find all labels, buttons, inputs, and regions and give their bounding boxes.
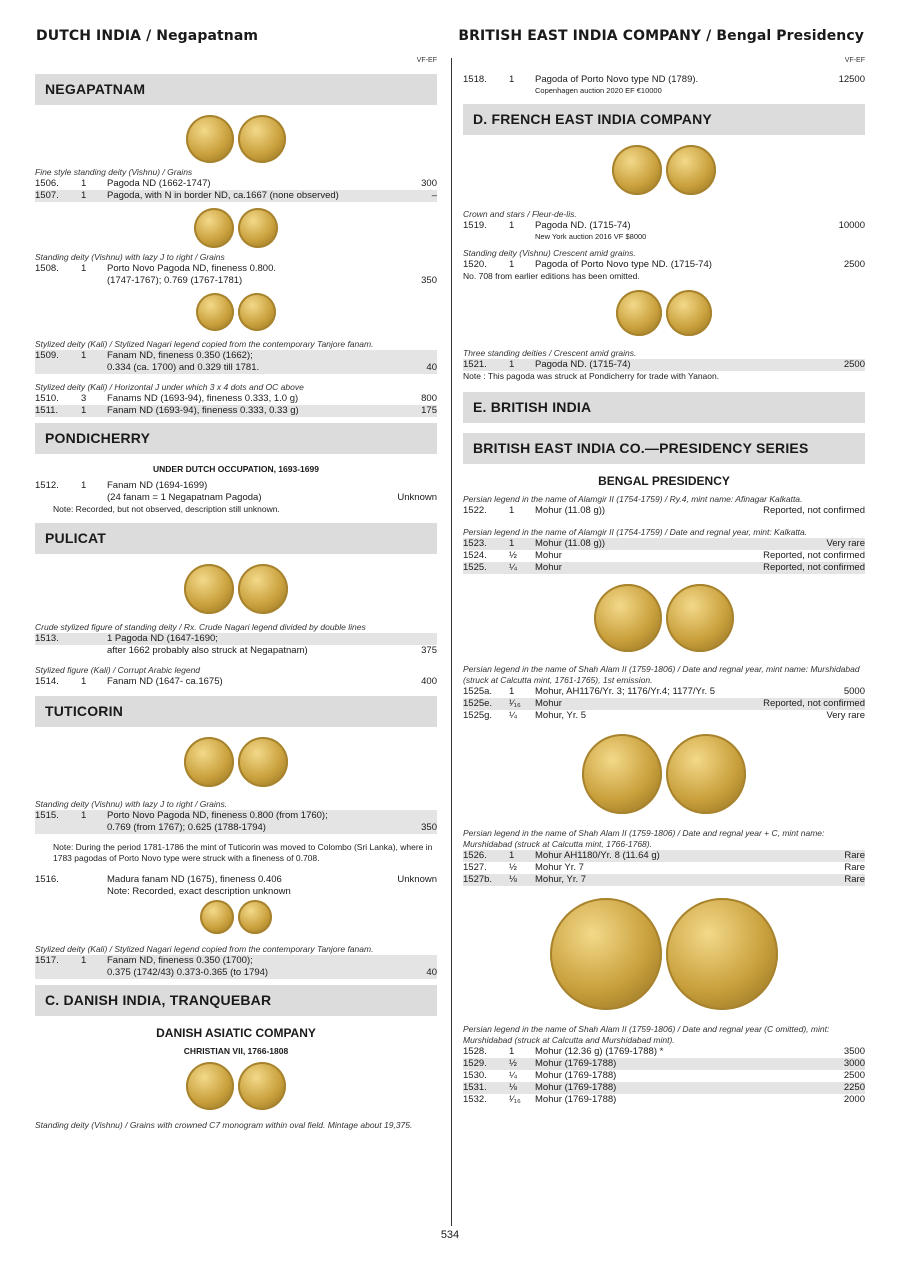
description: Stylized deity (Kali) / Horizontal J under which 3 x 4 dots and OC above <box>35 382 304 392</box>
catalog-entry: 1525a. 1 Mohur, AH1176/Yr. 3; 1176/Yr.4; 1177/Yr. 5 5000 <box>463 686 865 697</box>
catalog-entry: 1527. ½ Mohur Yr. 7 Rare <box>463 862 865 873</box>
catalog-entry: 1509. 1 Fanam ND, fineness 0.350 (1662); <box>35 350 437 362</box>
right-column <box>463 56 865 1106</box>
description: Standing deity (Vishnu) Crescent amid grains. <box>463 248 636 258</box>
description: Persian legend in the name of Alamgir II (1754-1759) / Ry.4, mint name: Afinagar Kalkatta. <box>463 494 803 504</box>
description: Persian legend in the name of Alamgir II (1754-1759) / Date and regnal year, mint: Kalkatta. <box>463 527 808 537</box>
coin-images <box>463 734 865 814</box>
catalog-entry: 1529. ½ Mohur (1769-1788) 3000 <box>463 1058 865 1069</box>
section-danish-india: C. DANISH INDIA, TRANQUEBAR <box>35 985 437 1016</box>
subsection-heading: CHRISTIAN VII, 1766-1808 <box>183 1046 289 1056</box>
description: Three standing deities / Crescent amid grains. <box>463 348 637 358</box>
coin-obverse-image <box>200 900 234 934</box>
coin-reverse-image <box>666 145 716 195</box>
catalog-entry: 1525. ¼ Mohur Reported, not confirmed <box>463 562 865 573</box>
note: No. 708 from earlier editions has been omitted. <box>463 271 640 281</box>
coin-reverse-image <box>666 290 712 336</box>
coin-obverse-image <box>582 734 662 814</box>
running-header-right: BRITISH EAST INDIA COMPANY / Bengal Presidency <box>458 28 864 44</box>
coin-images <box>35 900 437 934</box>
auction-note: New York auction 2016 VF $8000 <box>535 232 647 241</box>
catalog-entry: 1525g. ¼ Mohur, Yr. 5 Very rare <box>463 710 865 721</box>
description: Crude stylized figure of standing deity / Rx. Crude Nagari legend divided by double lines <box>35 622 366 632</box>
description: Fine style standing deity (Vishnu) / Grains <box>35 167 193 177</box>
coin-reverse-image <box>666 734 746 814</box>
catalog-entry: 1524. ½ Mohur Reported, not confirmed <box>463 550 865 561</box>
coin-images <box>35 737 437 787</box>
catalog-entry: 1515. 1 Porto Novo Pagoda ND, fineness 0.800 (from 1760); <box>35 810 437 822</box>
catalog-entry: 1531. ⅛ Mohur (1769-1788) 2250 <box>463 1082 865 1093</box>
description: Crown and stars / Fleur-de-lis. <box>463 209 577 219</box>
catalog-entry-cont: 0.769 (from 1767); 0.625 (1788-1794) 350 <box>35 822 437 834</box>
catalog-entry: 1522. 1 Mohur (11.08 g)) Reported, not confirmed <box>463 505 865 516</box>
note: Note: Recorded, but not observed, description still unknown. <box>53 504 280 514</box>
coin-obverse-image <box>184 737 234 787</box>
description: Stylized deity (Kali) / Stylized Nagari legend copied from the contemporary Tanjore fanam. <box>35 339 374 349</box>
section-tuticorin: TUTICORIN <box>35 696 437 727</box>
coin-images <box>463 584 865 652</box>
coin-obverse-image <box>612 145 662 195</box>
coin-images <box>35 208 437 248</box>
catalog-entry: 1511. 1 Fanam ND (1693-94), fineness 0.333, 0.33 g) 175 <box>35 405 437 416</box>
description: Persian legend in the name of Shah Alam II (1759-1806) / Date and regnal year (C omitted), mint: Murshidabad (struck at Calcutta and Murshidabad mint). <box>463 1024 830 1045</box>
running-header-left: DUTCH INDIA / Negapatnam <box>36 28 259 44</box>
coin-reverse-image <box>238 293 276 331</box>
coin-obverse-image <box>550 898 662 1010</box>
coin-obverse-image <box>616 290 662 336</box>
coin-reverse-image <box>238 208 278 248</box>
section-pulicat: PULICAT <box>35 523 437 554</box>
catalog-entry: 1514. 1 Fanam ND (1647- ca.1675) 400 <box>35 676 437 687</box>
catalog-entry: 1517. 1 Fanam ND, fineness 0.350 (1700); <box>35 955 437 967</box>
section-british-india: E. BRITISH INDIA <box>463 392 865 423</box>
catalog-entry: 1516. Madura fanam ND (1675), fineness 0.406 Unknown <box>35 874 437 885</box>
coin-obverse-image <box>186 115 234 163</box>
grade-label: VF-EF <box>844 57 865 64</box>
coin-images <box>35 115 437 163</box>
description: Stylized figure (Kali) / Corrupt Arabic legend <box>35 665 201 675</box>
auction-note: Copenhagen auction 2020 EF €10000 <box>535 86 662 95</box>
catalog-entry: 1526. 1 Mohur AH1180/Yr. 8 (11.64 g) Rare <box>463 850 865 861</box>
coin-images <box>35 564 437 614</box>
catalog-entry: 1525e. ¹⁄₁₆ Mohur Reported, not confirmed <box>463 698 865 709</box>
coin-images <box>463 898 865 1010</box>
coin-reverse-image <box>238 737 288 787</box>
catalog-entry: 1523. 1 Mohur (11.08 g)) Very rare <box>463 538 865 549</box>
catalog-entry: 1527b. ⅛ Mohur, Yr. 7 Rare <box>463 874 865 885</box>
coin-reverse-image <box>666 898 778 1010</box>
catalog-entry: 1506. 1 Pagoda ND (1662-1747) 300 <box>35 178 437 189</box>
coin-obverse-image <box>196 293 234 331</box>
coin-obverse-image <box>186 1062 234 1110</box>
catalog-entry: 1507. 1 Pagoda, with N in border ND, ca.1667 (none observed) – <box>35 190 437 201</box>
subsection-heading: UNDER DUTCH OCCUPATION, 1693-1699 <box>153 464 319 474</box>
coin-obverse-image <box>184 564 234 614</box>
description: Standing deity (Vishnu) with lazy J to right / Grains. <box>35 799 228 809</box>
column-divider <box>451 58 452 1226</box>
section-negapatnam: NEGAPATNAM <box>35 74 437 105</box>
catalog-entry: 1518. 1 Pagoda of Porto Novo type ND (1789). 12500 <box>463 74 865 85</box>
catalog-entry: 1519. 1 Pagoda ND. (1715-74) 10000 <box>463 220 865 231</box>
subsection-heading: DANISH ASIATIC COMPANY <box>156 1026 316 1040</box>
catalog-entry: 1520. 1 Pagoda of Porto Novo type ND. (1715-74) 2500 <box>463 259 865 270</box>
description: Standing deity (Vishnu) with lazy J to right / Grains <box>35 252 225 262</box>
coin-reverse-image <box>238 115 286 163</box>
subsection-heading: BENGAL PRESIDENCY <box>598 474 730 488</box>
catalog-entry: 1528. 1 Mohur (12.36 g) (1769-1788) * 3500 <box>463 1046 865 1057</box>
catalog-entry: 1532. ¹⁄₁₆ Mohur (1769-1788) 2000 <box>463 1094 865 1105</box>
left-column <box>35 56 437 1131</box>
coin-reverse-image <box>666 584 734 652</box>
catalog-entry: 1510. 3 Fanams ND (1693-94), fineness 0.333, 1.0 g) 800 <box>35 393 437 404</box>
catalog-entry-cont: (1747-1767); 0.769 (1767-1781) 350 <box>107 275 437 286</box>
section-french-east-india: D. FRENCH EAST INDIA COMPANY <box>463 104 865 135</box>
coin-images <box>35 293 437 331</box>
catalog-entry-cont: Note: Recorded, exact description unknown <box>107 886 291 897</box>
catalog-entry-cont: after 1662 probably also struck at Negapatnam) 375 <box>107 645 437 656</box>
section-presidency-series: BRITISH EAST INDIA CO.—PRESIDENCY SERIES <box>463 433 865 464</box>
catalog-entry-cont: 0.375 (1742/43) 0.373-0.365 (to 1794) 40 <box>35 967 437 979</box>
description: Persian legend in the name of Shah Alam II (1759-1806) / Date and regnal year, mint name: Murshidabad (struck at Calcutta mint, 1761-1765), 1st emission. <box>463 664 860 685</box>
coin-obverse-image <box>194 208 234 248</box>
catalog-entry: 1512. 1 Fanam ND (1694-1699) <box>35 480 208 491</box>
catalog-entry: 1521. 1 Pagoda ND. (1715-74) 2500 <box>463 359 865 370</box>
catalog-entry: 1508. 1 Porto Novo Pagoda ND, fineness 0.800. <box>35 263 276 274</box>
description: Persian legend in the name of Shah Alam II (1759-1806) / Date and regnal year + C, mint name: Murshidabad (struck at Calcutta mint, 1766-1768). <box>463 828 825 849</box>
coin-images <box>35 1062 437 1110</box>
coin-reverse-image <box>238 900 272 934</box>
coin-reverse-image <box>238 1062 286 1110</box>
note: Note: During the period 1781-1786 the mint of Tuticorin was moved to Colombo (Sri Lanka), where in 1783 pagodas of Porto Novo type were struck with a fineness of 0.708. <box>53 842 433 863</box>
catalog-entry: 1513. 1 Pagoda ND (1647-1690; <box>35 633 437 645</box>
section-pondicherry: PONDICHERRY <box>35 423 437 454</box>
coin-images <box>463 145 865 195</box>
description: Standing deity (Vishnu) / Grains with crowned C7 monogram within oval field. Mintage about 19,375. <box>35 1120 413 1130</box>
coin-obverse-image <box>594 584 662 652</box>
description: Stylized deity (Kali) / Stylized Nagari legend copied from the contemporary Tanjore fanam. <box>35 944 374 954</box>
catalog-entry-cont: 0.334 (ca. 1700) and 0.329 till 1781. 40 <box>35 362 437 374</box>
coin-reverse-image <box>238 564 288 614</box>
note: Note : This pagoda was struck at Pondicherry for trade with Yanaon. <box>463 371 720 381</box>
page-number: 534 <box>440 1229 460 1241</box>
coin-images <box>463 290 865 336</box>
catalog-entry: 1530. ¼ Mohur (1769-1788) 2500 <box>463 1070 865 1081</box>
grade-label: VF-EF <box>416 57 437 64</box>
catalog-entry-cont: (24 fanam = 1 Negapatnam Pagoda) Unknown <box>107 492 437 503</box>
